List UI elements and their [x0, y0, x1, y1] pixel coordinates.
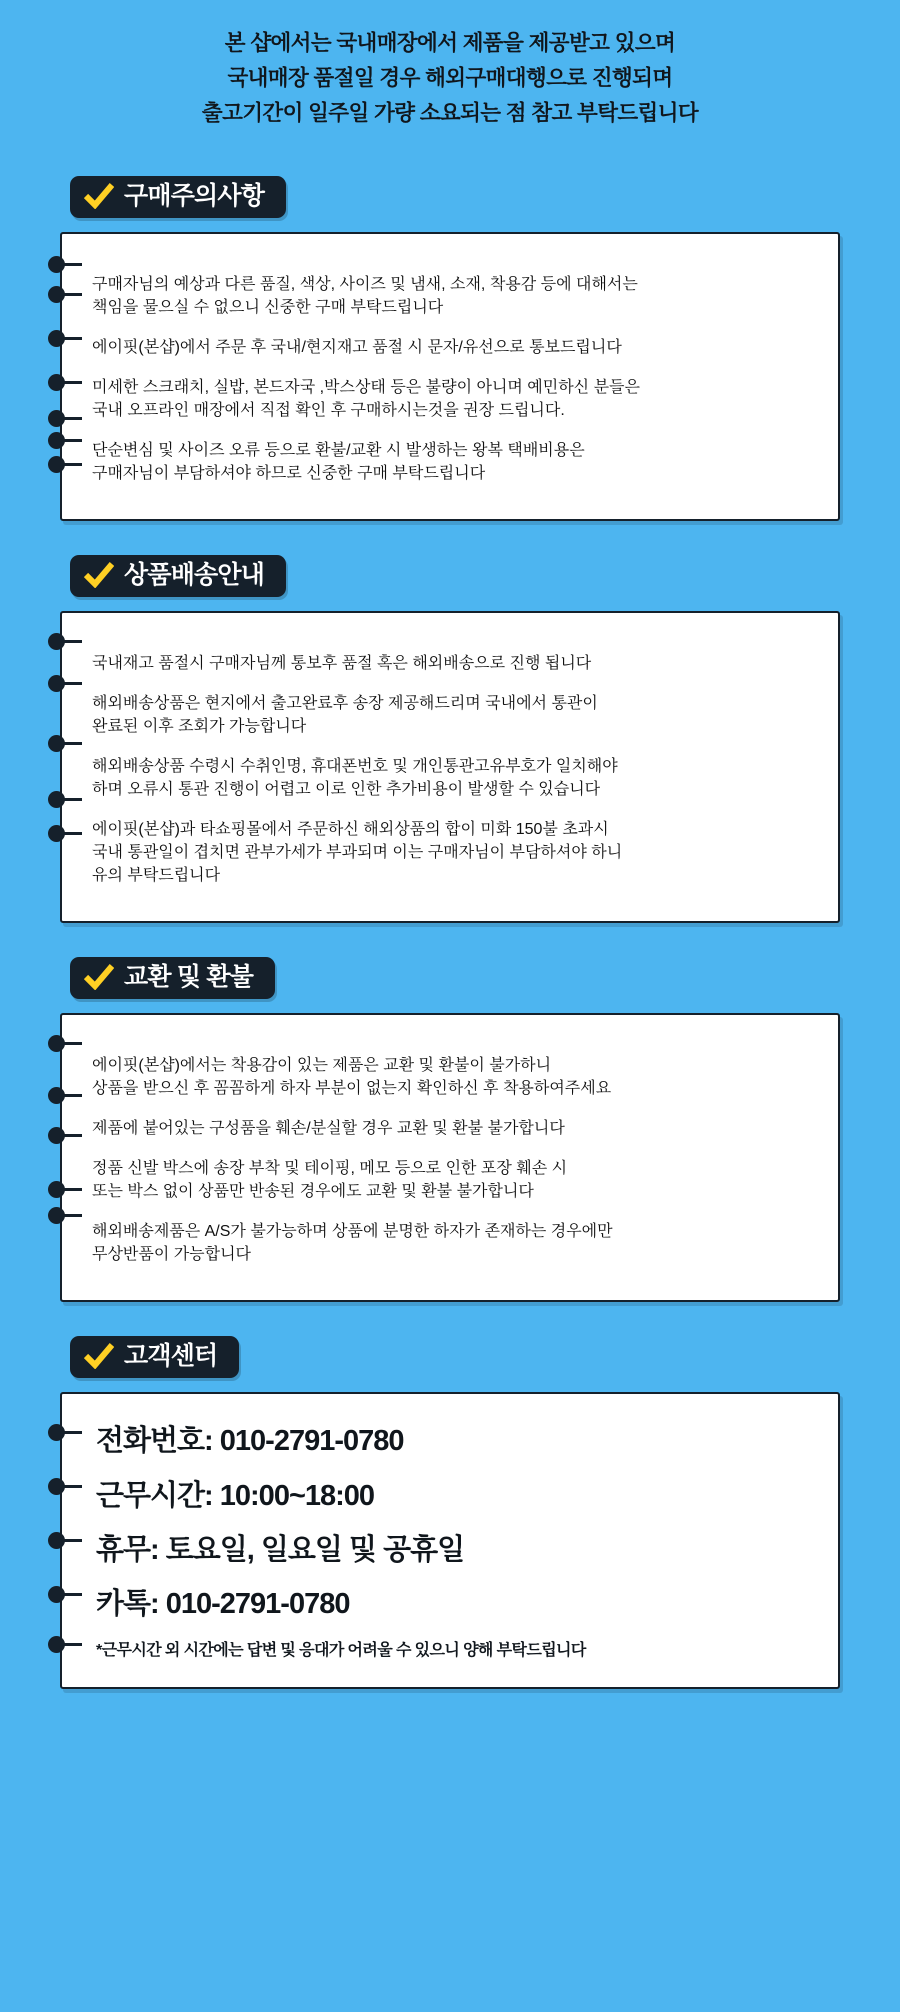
section-exchange-refund — [60, 957, 840, 1302]
item-line: 국내 오프라인 매장에서 직접 확인 후 구매하시는것을 권장 드립니다. — [92, 402, 565, 420]
section-heading — [70, 1336, 239, 1378]
section-heading — [70, 555, 286, 597]
section-purchase-notice — [60, 176, 840, 521]
bullet-rail — [48, 613, 82, 921]
item-line: 단순변심 및 사이즈 오류 등으로 환불/교환 시 발생하는 왕복 택배비용은 — [92, 442, 585, 460]
bullet-rail — [48, 1015, 82, 1300]
item-line: 완료된 이후 조회가 가능합니다 — [92, 718, 307, 736]
check-icon — [84, 964, 114, 990]
section-title: 교환 및 환불 — [124, 962, 254, 991]
item-line: 제품에 붙어있는 구성품을 훼손/분실할 경우 교환 및 환불 불가합니다 — [92, 1120, 565, 1138]
item-line: 미세한 스크래치, 실밥, 본드자국 ,박스상태 등은 불량이 아니며 예민하신 분들은 — [92, 379, 640, 397]
check-icon — [84, 562, 114, 588]
item-line: 정품 신발 박스에 송장 부착 및 테이핑, 메모 등으로 인한 포장 훼손 시 — [92, 1160, 568, 1178]
check-icon — [84, 183, 114, 209]
customer-center-holiday: 휴무: 토요일, 일요일 및 공휴일 — [96, 1533, 465, 1566]
customer-center-kakao: 카톡: 010-2791-0780 — [96, 1587, 350, 1620]
notice-line-3: 출고기간이 일주일 가량 소요되는 점 참고 부탁드립니다 — [201, 100, 699, 125]
section-customer-center — [60, 1336, 840, 1688]
item-line: 국내재고 품절시 구매자님께 통보후 품절 혹은 해외배송으로 진행 됩니다 — [92, 655, 592, 673]
notice-line-2: 국내매장 품절일 경우 해외구매대행으로 진행되며 — [227, 65, 673, 90]
item-line: 해외배송제품은 A/S가 불가능하며 상품에 분명한 하자가 존재하는 경우에만 — [92, 1223, 613, 1241]
section-heading — [70, 176, 286, 218]
bullet-rail — [48, 234, 82, 519]
header-notice — [60, 26, 840, 130]
item-line: 무상반품이 가능합니다 — [92, 1246, 252, 1264]
item-line: 상품을 받으신 후 꼼꼼하게 하자 부분이 없는지 확인하신 후 착용하여주세요 — [92, 1080, 612, 1098]
section-title: 상품배송안내 — [124, 560, 265, 589]
item-line: 에이핏(본샵)과 타쇼핑몰에서 주문하신 해외상품의 합이 미화 150불 초과시 — [92, 821, 609, 839]
customer-center-note: *근무시간 외 시간에는 답변 및 응대가 어려울 수 있으니 양해 부탁드립니다 — [96, 1641, 586, 1659]
item-line: 또는 박스 없이 상품만 반송된 경우에도 교환 및 환불 불가합니다 — [92, 1183, 534, 1201]
customer-center-hours: 근무시간: 10:00~18:00 — [96, 1479, 375, 1512]
notice-line-1: 본 샵에서는 국내매장에서 제품을 제공받고 있으며 — [224, 31, 676, 55]
section-title: 고객센터 — [124, 1341, 218, 1370]
check-icon — [84, 1343, 114, 1369]
bullet-rail — [48, 1394, 82, 1686]
item-line: 에이핏(본샵)에서 주문 후 국내/현지재고 품절 시 문자/유선으로 통보드립니다 — [92, 339, 622, 357]
item-line: 하며 오류시 통관 진행이 어렵고 이로 인한 추가비용이 발생할 수 있습니다 — [92, 781, 601, 799]
item-line: 해외배송상품 수령시 수취인명, 휴대폰번호 및 개인통관고유부호가 일치해야 — [92, 758, 618, 776]
section-content-box — [60, 611, 840, 923]
customer-center-phone: 전화번호: 010-2791-0780 — [96, 1425, 404, 1458]
item-line: 해외배송상품은 현지에서 출고완료후 송장 제공해드리며 국내에서 통관이 — [92, 695, 598, 713]
section-content-box — [60, 1013, 840, 1302]
section-heading — [70, 957, 275, 999]
item-line: 구매자님의 예상과 다른 품질, 색상, 사이즈 및 냄새, 소재, 착용감 등에 대해서는 — [92, 276, 638, 294]
item-line: 책임을 물으실 수 없으니 신중한 구매 부탁드립니다 — [92, 299, 444, 317]
customer-center-box — [60, 1392, 840, 1688]
section-title: 구매주의사항 — [124, 181, 265, 210]
item-line: 에이핏(본샵)에서는 착용감이 있는 제품은 교환 및 환불이 불가하니 — [92, 1057, 552, 1075]
item-line: 유의 부탁드립니다 — [92, 867, 221, 885]
item-line: 국내 통관일이 겹치면 관부가세가 부과되며 이는 구매자님이 부담하셔야 하니 — [92, 844, 623, 862]
section-shipping-info — [60, 555, 840, 923]
section-content-box — [60, 232, 840, 521]
item-line: 구매자님이 부담하셔야 하므로 신중한 구매 부탁드립니다 — [92, 465, 486, 483]
